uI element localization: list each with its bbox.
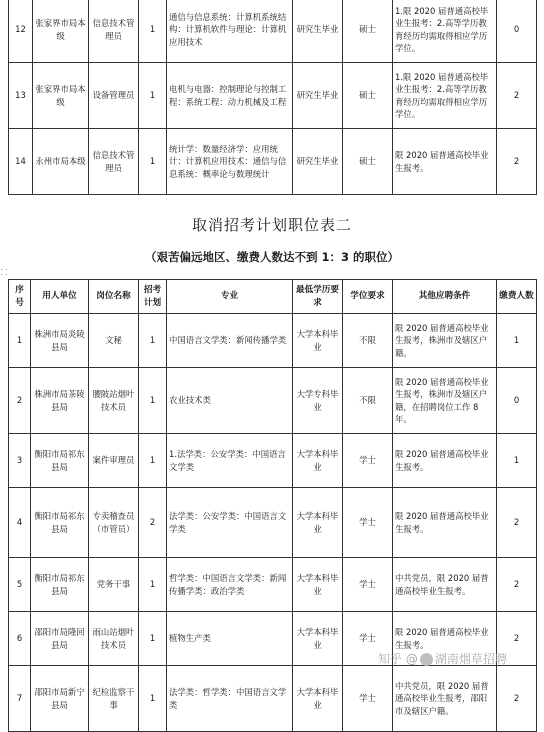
cell-major: 通信与信息系统：计算机系统结构：计算机软件与理论：计算机应用技术 [167,0,293,63]
cell-unit: 株洲市局炎陵县局 [31,314,89,368]
header-unit: 用人单位 [31,280,89,314]
cell-unit: 张家界市局本级 [33,0,89,63]
table-row [9,129,537,195]
table-header-row [9,280,537,314]
cell-post: 信息技术管理员 [89,129,139,195]
cell-edu: 大学本科毕业 [293,558,343,612]
cell-unit: 衡阳市局祁东县局 [31,558,89,612]
cell-count: 1 [139,434,167,488]
cell-applicants: 2 [497,488,537,558]
cell-other: 中共党员，限 2020 届普通高校毕业生报考，邵阳市及辖区户籍。 [393,666,497,732]
cell-edu: 大学专科毕业 [293,368,343,434]
cell-other: 限 2020 届普通高校毕业生报考，株洲市及辖区户籍，在招聘岗位工作 8 年。 [393,368,497,434]
table-row [9,368,537,434]
cell-no: 2 [9,368,31,434]
cell-applicants: 2 [497,129,537,195]
cell-degree: 硕士 [343,129,393,195]
cell-no: 12 [9,0,33,63]
cell-major: 法学类：公安学类：中国语言文学类 [167,488,293,558]
cell-other: 限 2020 届普通高校毕业生报考。 [393,612,497,666]
avatar-icon [420,653,433,666]
header-post: 岗位名称 [89,280,139,314]
header-count: 招考计划 [139,280,167,314]
header-other: 其他应聘条件 [393,280,497,314]
cell-no: 5 [9,558,31,612]
cell-post: 雨山站烟叶技术员 [89,612,139,666]
cell-no: 14 [9,129,33,195]
cell-other: 限 2020 届普通高校毕业生报考。 [393,488,497,558]
cell-unit: 邵阳市局隆回县局 [31,612,89,666]
cell-post: 案件审理员 [89,434,139,488]
cell-unit: 邵阳市局新宁县局 [31,666,89,732]
table-row [9,0,537,63]
watermark-prefix: 知乎 @ [378,652,418,666]
header-no: 序号 [9,280,31,314]
table-row [9,666,537,732]
cell-applicants: 2 [497,666,537,732]
cell-unit: 株洲市局茶陵县局 [31,368,89,434]
cell-count: 1 [139,129,167,195]
cell-edu: 研究生毕业 [293,0,343,63]
cell-edu: 大学本科毕业 [293,434,343,488]
cell-count: 2 [139,488,167,558]
cell-post: 党务干事 [89,558,139,612]
cell-count: 1 [139,0,167,63]
cell-other: 限 2020 届普通高校毕业生报考。 [393,129,497,195]
cell-degree: 学士 [343,488,393,558]
cell-edu: 大学本科毕业 [293,666,343,732]
cell-unit: 衡阳市局祁东县局 [31,434,89,488]
cell-count: 1 [139,63,167,129]
cell-unit: 永州市局本级 [33,129,89,195]
cell-degree: 学士 [343,612,393,666]
cell-no: 3 [9,434,31,488]
cell-post: 腰陂站烟叶技术员 [89,368,139,434]
cell-edu: 研究生毕业 [293,129,343,195]
cell-no: 13 [9,63,33,129]
cell-other: 限 2020 届普通高校毕业生报考，株洲市及辖区户籍。 [393,314,497,368]
cell-major: 中国语言文学类：新闻传播学类 [167,314,293,368]
cell-count: 1 [139,368,167,434]
cell-count: 1 [139,314,167,368]
cell-other: 限 2020 届普通高校毕业生报考。 [393,434,497,488]
table-row [9,558,537,612]
cell-degree: 学士 [343,558,393,612]
cell-applicants: 0 [497,0,537,63]
cell-other: 1.限 2020 届普通高校毕业生报考：2.高等学历教育经历均需取得相应学历学位。 [393,63,497,129]
header-major: 专业 [167,280,293,314]
cell-edu: 大学本科毕业 [293,314,343,368]
cell-unit: 衡阳市局祁东县局 [31,488,89,558]
cell-degree: 硕士 [343,0,393,63]
table-one-continuation [8,0,537,195]
cell-post: 纪检监察干事 [89,666,139,732]
table-row [9,314,537,368]
cell-count: 1 [139,666,167,732]
table-row [9,434,537,488]
cell-major: 植物生产类 [167,612,293,666]
cell-edu: 研究生毕业 [293,63,343,129]
cell-applicants: 0 [497,368,537,434]
cell-applicants: 2 [497,558,537,612]
cell-degree: 学士 [343,434,393,488]
cell-applicants: 1 [497,314,537,368]
header-edu: 最低学历要求 [293,280,343,314]
cell-degree: 学士 [343,666,393,732]
cell-no: 4 [9,488,31,558]
table-row [9,63,537,129]
cell-no: 6 [9,612,31,666]
zhihu-watermark [378,650,507,667]
cell-count: 1 [139,612,167,666]
cell-no: 7 [9,666,31,732]
cell-major: 哲学类：中国语言文学类：新闻传播学类：政治学类 [167,558,293,612]
cell-count: 1 [139,558,167,612]
cell-applicants: 2 [497,612,537,666]
cell-degree: 不限 [343,314,393,368]
cell-major: 法学类：哲学类：中国语言文学类 [167,666,293,732]
cell-other: 1.限 2020 届普通高校毕业生报考：2.高等学历教育经历均需取得相应学历学位。 [393,0,497,63]
cell-post: 设备管理员 [89,63,139,129]
header-applicants: 缴费人数 [497,280,537,314]
cell-other: 中共党员，限 2020 届普通高校毕业生报考。 [393,558,497,612]
cell-applicants: 2 [497,63,537,129]
cell-degree: 硕士 [343,63,393,129]
table-row [9,488,537,558]
cell-unit: 张家界市局本级 [33,63,89,129]
cell-major: 统计学：数量经济学：应用统计：计算机应用技术：通信与信息系统：概率论与数理统计 [167,129,293,195]
cell-edu: 大学本科毕业 [293,488,343,558]
header-degree: 学位要求 [343,280,393,314]
cell-major: 1.法学类：公安学类：中国语言文学类 [167,434,293,488]
cell-post: 专卖稽查员（市管员） [89,488,139,558]
cell-post: 信息技术管理员 [89,0,139,63]
table-move-handle-icon[interactable]: ⸬ [1,268,8,277]
section-subtitle: （艰苦偏远地区、缴费人数达不到 1：3 的职位） [144,250,399,264]
cell-major: 农业技术类 [167,368,293,434]
cell-no: 1 [9,314,31,368]
section-title: 取消招考计划职位表二 [191,216,352,234]
watermark-account: 湖南烟草招聘 [434,652,507,666]
cell-post: 文秘 [89,314,139,368]
cell-applicants: 1 [497,434,537,488]
cell-major: 电机与电器：控制理论与控制工程：系统工程：动力机械及工程 [167,63,293,129]
cell-degree: 不限 [343,368,393,434]
cell-edu: 大学本科毕业 [293,612,343,666]
